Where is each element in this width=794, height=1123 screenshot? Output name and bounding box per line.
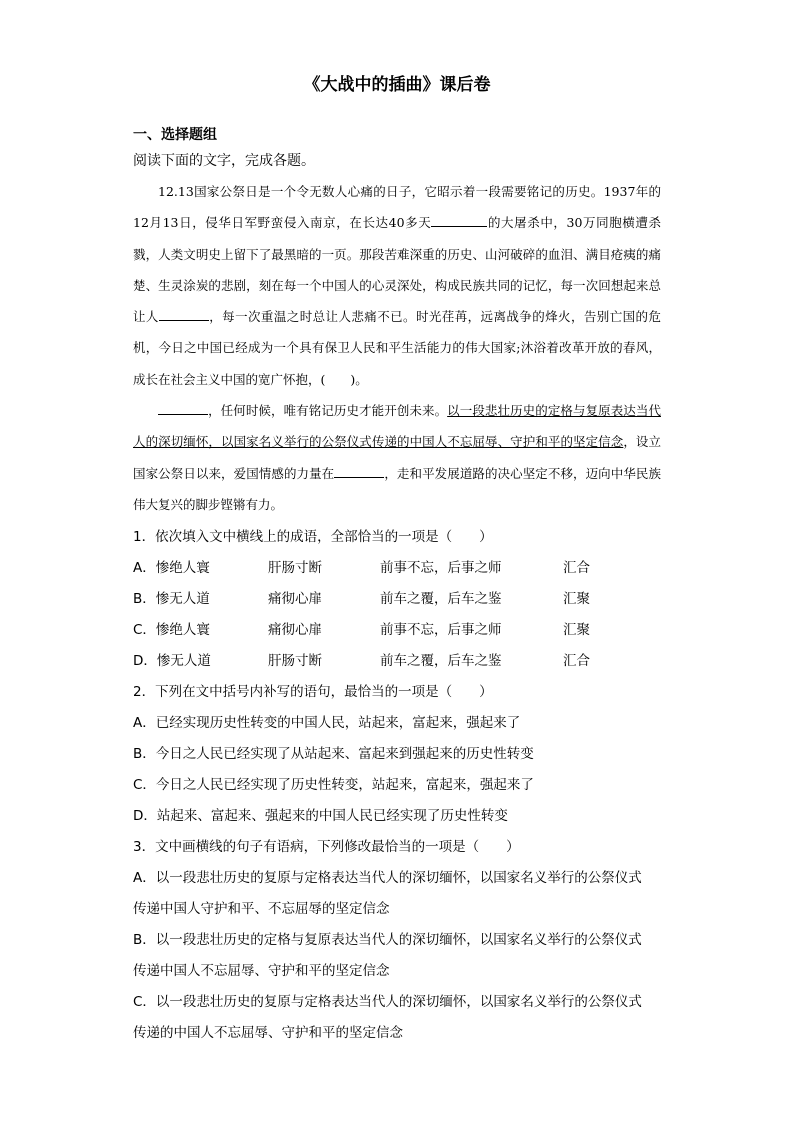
question-3-option-c-line1: C．以一段悲壮历史的复原与定格表达当代人的深切缅怀，以国家名义举行的公祭仪式 <box>133 994 642 1010</box>
question-2-option-b: B．今日之人民已经实现了从站起来、富起来到强起来的历史性转变 <box>133 746 534 762</box>
question-3-option-a-line2: 传递中国人守护和平、不忘屈辱的坚定信念 <box>133 901 390 917</box>
question-2-stem: 2．下列在文中括号内补写的语句，最恰当的一项是（ ） <box>133 684 493 700</box>
question-3-option-c-line2: 传递的中国人不忘屈辱、守护和平的坚定信念 <box>133 1025 403 1041</box>
passage-paragraph-2: ，任何时候，唯有铭记历史才能开创未来。以一段悲壮历史的定格与复原表达当代人的深切缅怀，以国家名义举行的公祭仪式传递的中国人不忘屈辱、守护和平的坚定信念，设立国家公祭日以来，爱国情感的力量在 ，走和平发展道路的决心坚定不移，迈向中华民族伟大复兴的脚步铿锵有力。 <box>133 395 661 520</box>
question-3-option-b-line2: 传递中国人不忘屈辱、守护和平的坚定信念 <box>133 963 390 979</box>
blank-3 <box>158 400 208 415</box>
question-3-option-b-line1: B．以一段悲壮历史的定格与复原表达当代人的深切缅怀，以国家名义举行的公祭仪式 <box>133 932 642 948</box>
page-title: 《大战中的插曲》课后卷 <box>303 75 491 95</box>
section-heading: 一、选择题组 <box>133 127 217 143</box>
question-2-option-d: D．站起来、富起来、强起来的中国人民已经实现了历史性转变 <box>133 808 508 824</box>
question-2-option-c: C．今日之人民已经实现了历史性转变，站起来，富起来，强起来了 <box>133 777 534 793</box>
blank-2 <box>159 306 209 321</box>
instruction-text: 阅读下面的文字，完成各题。 <box>133 153 315 169</box>
blank-4 <box>334 463 384 478</box>
blank-1 <box>431 212 487 227</box>
question-1-stem: 1．依次填入文中横线上的成语，全部恰当的一项是（ ） <box>133 529 493 545</box>
question-2-option-a: A．已经实现历史性转变的中国人民，站起来，富起来，强起来了 <box>133 715 521 731</box>
document-page: 《大战中的插曲》课后卷 一、选择题组 阅读下面的文字，完成各题。 12.13国家公祭日是一个令无数人心痛的日子，它昭示着一段需要铭记的历史。1937年的12月13日，侵华日军野蛮侵入南京，在长达40多天 的大屠杀中，30万同胞横遭杀戮，人类文明史上留下了最黑暗的一页。那段苦难深重的历史、山河破碎的血泪、满目疮痍的痛楚、生灵涂炭的悲剧，刻在每一个中国人的心灵深处，构成民族共同的记忆，每一次回想起来总让人 ，每一次重温之时总让人悲痛不已。时光荏苒，远离战争的烽火，告别亡国的危机，今日之中国已经成为一个具有保卫人民和平生活能力的伟大国家;沐浴着改革开放的春风，成长在社会主义中国的宽广怀抱，( )。 ，任何时候，唯有铭记历史才能开创未来。以一段悲壮历史的定格与复原表达当代人的深切缅怀，以国家名义举行的公祭仪式传递的中国人不忘屈辱、守护和平的坚定信念，设立国家公祭日以来，爱国情感的力量在 ，走和平发展道路的决心坚定不移，迈向中华民族伟大复兴的脚步铿锵有力。 1．依次填入文中横线上的成语，全部恰当的一项是（ ） A．惨绝人寰 肝肠寸断 前事不忘，后事之师 汇合 B．惨无人道 痛彻心扉 前车之覆，后车之鉴 汇聚 C．惨绝人寰 痛彻心扉 前事不忘，后事之师 汇聚 D．惨无人道 肝肠寸断 前车之覆，后车之鉴 汇合 2．下列在文中括号内补写的语句，最恰当的一项是（ ） A．已经实现历史性转变的中国人民，站起来，富起来，强起来了 B．今日之人民已经实现了从站起来、富起来到强起来的历史性转变 C．今日之人民已经实现了历史性转变，站起来，富起来，强起来了 D．站起来、富起来、强起来的中国人民已经实现了历史性转变 3．文中画横线的句子有语病，下列修改最恰当的一项是（ ） A．以一段悲壮历史的复原与定格表达当代人的深切缅怀，以国家名义举行的公祭仪式 传递中国人守护和平、不忘屈辱的坚定信念 B．以一段悲壮历史的定格与复原表达当代人的深切缅怀，以国家名义举行的公祭仪式 传递中国人不忘屈辱、守护和平的坚定信念 C．以一段悲壮历史的复原与定格表达当代人的深切缅怀，以国家名义举行的公祭仪式 传递的中国人不忘屈辱、守护和平的坚定信念 <box>0 0 794 1123</box>
question-3-stem: 3．文中画横线的句子有语病，下列修改最恰当的一项是（ ） <box>133 839 520 855</box>
passage-paragraph-1: 12.13国家公祭日是一个令无数人心痛的日子，它昭示着一段需要铭记的历史。1937年的12月13日，侵华日军野蛮侵入南京，在长达40多天 的大屠杀中，30万同胞横遭杀戮，人类文明史上留下了最黑暗的一页。那段苦难深重的历史、山河破碎的血泪、满目疮痍的痛楚、生灵涂炭的悲剧，刻在每一个中国人的心灵深处，构成民族共同的记忆，每一次回想起来总让人 ，每一次重温之时总让人悲痛不已。时光荏苒，远离战争的烽火，告别亡国的危机，今日之中国已经成为一个具有保卫人民和平生活能力的伟大国家;沐浴着改革开放的春风，成长在社会主义中国的宽广怀抱，( )。 <box>133 184 661 387</box>
reading-passage <box>133 176 661 520</box>
question-3-option-a-line1: A．以一段悲壮历史的复原与定格表达当代人的深切缅怀，以国家名义举行的公祭仪式 <box>133 870 642 886</box>
underlined-sentence: 以一段悲壮历史的定格与复原表达当代人的深切缅怀，以国家名义举行的公祭仪式传递的中国人不忘屈辱、守护和平的坚定信念 <box>133 403 661 450</box>
